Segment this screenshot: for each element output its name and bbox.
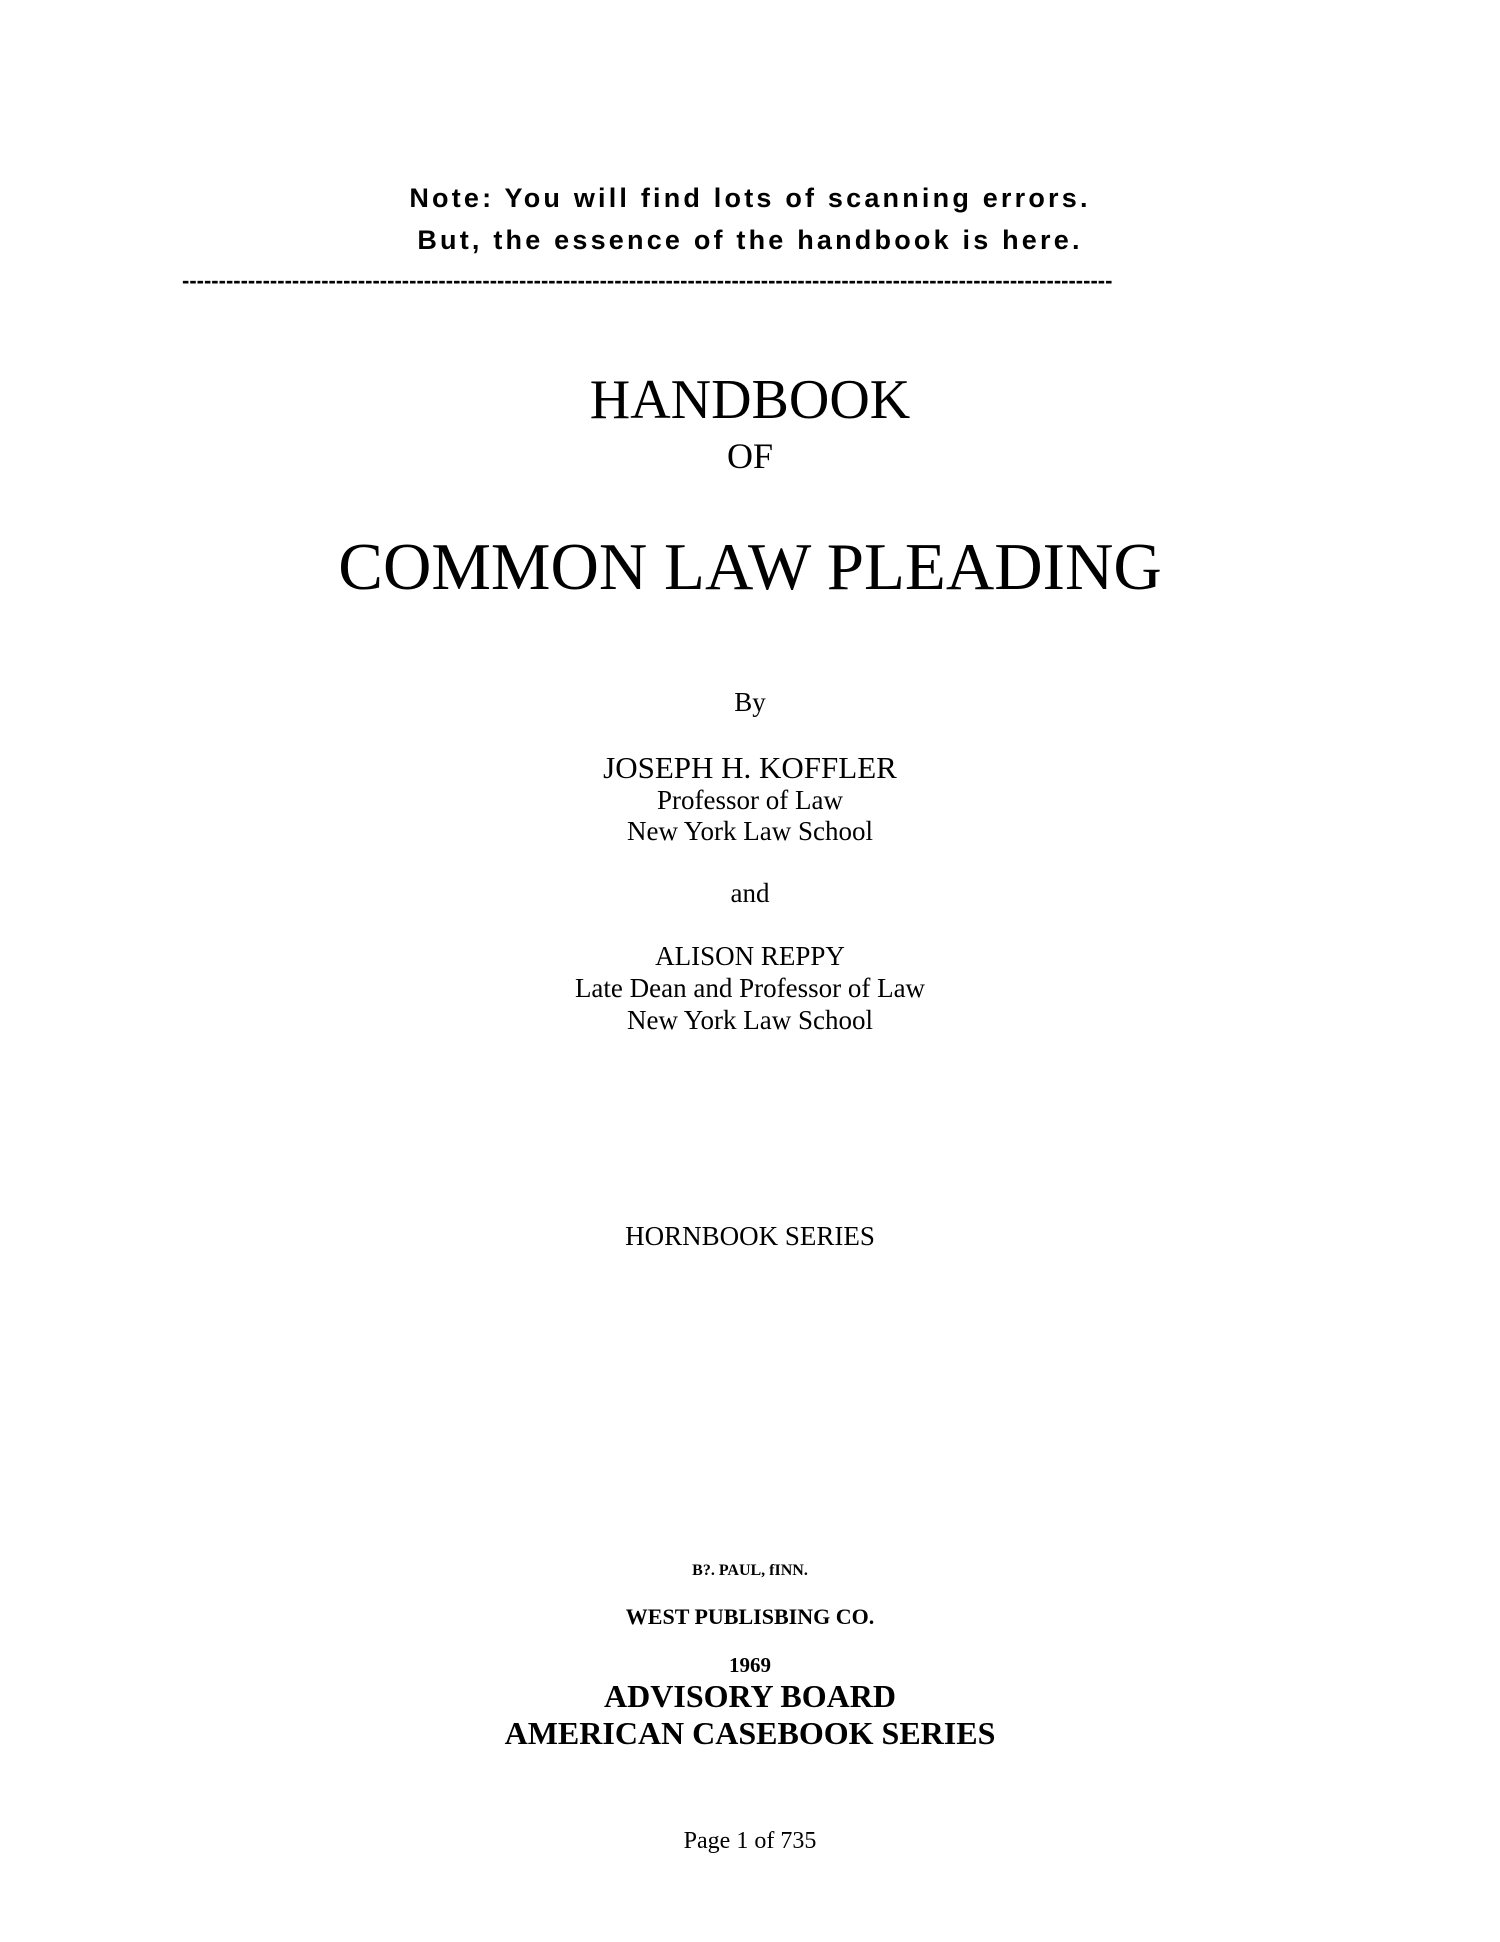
page-number: Page 1 of 735 bbox=[683, 1828, 817, 1854]
author-2-name: ALISON REPPY bbox=[655, 941, 845, 971]
dashed-separator: ------------------------------------------------------------------------------------------------------------------------------- bbox=[182, 270, 1113, 292]
author-2-institution: New York Law School bbox=[627, 1005, 873, 1035]
casebook-series-heading: AMERICAN CASEBOOK SERIES bbox=[504, 1715, 996, 1751]
publisher-name: WEST PUBLISBING CO. bbox=[625, 1604, 875, 1629]
title-of: OF bbox=[726, 436, 774, 476]
author-1-institution: New York Law School bbox=[627, 816, 873, 846]
byline: By bbox=[734, 687, 766, 717]
conjunction: and bbox=[730, 878, 770, 908]
author-1-name: JOSEPH H. KOFFLER bbox=[603, 750, 897, 785]
title-main: COMMON LAW PLEADING bbox=[338, 530, 1162, 604]
author-1-position: Professor of Law bbox=[657, 785, 843, 815]
advisory-board-heading: ADVISORY BOARD bbox=[604, 1678, 896, 1714]
scan-note-line-1: Note: You will find lots of scanning errors. bbox=[409, 183, 1091, 213]
title-handbook: HANDBOOK bbox=[589, 369, 911, 431]
scan-note-line-2: But, the essence of the handbook is here. bbox=[417, 225, 1083, 255]
publication-year: 1969 bbox=[729, 1653, 771, 1677]
series-name: HORNBOOK SERIES bbox=[625, 1221, 875, 1251]
author-2-position: Late Dean and Professor of Law bbox=[574, 973, 926, 1003]
publisher-city: B?. PAUL, fINN. bbox=[692, 1562, 808, 1579]
